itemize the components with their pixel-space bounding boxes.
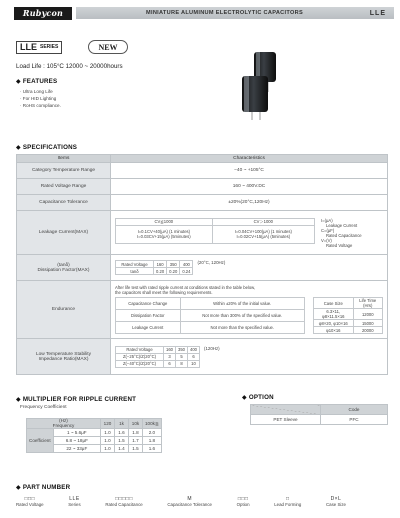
feature-item: · Ultra Long Life <box>20 89 53 94</box>
voltage-label: Rated Voltage Range <box>17 179 111 195</box>
part-number-heading: ◆ PART NUMBER <box>16 484 71 491</box>
leakage-col2: CV＞1000 <box>212 218 314 225</box>
temp-label: Category Temperature Range <box>17 163 111 179</box>
document-title: MINIATURE ALUMINUM ELECTROLYTIC CAPACITORS <box>146 10 303 16</box>
series-box <box>16 41 62 54</box>
pn-segment: LLE Series <box>68 496 81 507</box>
dissipation-label: (tanδ) Dissipation Factor(MAX) <box>17 255 111 281</box>
feature-list <box>20 88 61 109</box>
leakage-cell <box>111 211 388 255</box>
diamond-bullet-icon: ◆ <box>16 397 21 403</box>
series-code: LLE <box>369 9 386 17</box>
pn-segment: □ Lead Forming <box>274 496 302 507</box>
tan-condition: (20°C, 120Hz) <box>197 260 226 265</box>
multiplier-subtitle: Frequency Coefficient <box>20 405 67 410</box>
specifications-heading: ◆ SPECIFICATIONS <box>16 144 78 151</box>
title-bar <box>76 7 394 19</box>
leakage-table <box>115 218 315 244</box>
diamond-bullet-icon: ◆ <box>16 485 21 491</box>
pn-segment: □□□□□ Rated Capacitance <box>105 496 143 507</box>
load-life: Load Life : 105°C 12000 ~ 20000hours <box>16 63 123 70</box>
pn-segment: □□□ Rated Voltage <box>16 496 44 507</box>
tolerance-label: Capacitance Tolerance <box>17 195 111 211</box>
lowtemp-condition: (120Hz) <box>204 345 220 351</box>
characteristics-header: Characteristics <box>111 155 388 163</box>
temp-value: −40 ~ +105°C <box>111 163 388 179</box>
series-name: LLE <box>20 42 37 52</box>
multiplier-table: (Hz) Frequency 120 1k 10k 100k≧ Coefficient 1 ~ 5.6μF 1.0 1.6 1.8 2.0 6.8 ~ 18μF 1.0 1.5 1.7 1.8 22 ~ 33μF 1.0 1.4 1.5 1.6 <box>26 418 162 453</box>
endurance-cell <box>111 281 388 339</box>
dissipation-cell <box>111 255 388 281</box>
diamond-bullet-icon: ◆ <box>16 79 21 85</box>
endurance-table: Capacitance Change Within ±20% of the initial value. Dissipation Factor Not more than 300% of the specified value. Leakage Current Not more than the specified value. <box>115 297 305 334</box>
leakage-col1: CV≦1000 <box>116 218 213 225</box>
part-number-row <box>16 496 346 507</box>
series-suffix: SERIES <box>40 44 59 50</box>
pn-segment: D×L Case Size <box>325 496 346 507</box>
lowtemp-label: Low Temperature Stability Impedance Ratio(MAX) <box>17 339 111 375</box>
feature-item: · For HID Lighting <box>20 96 57 101</box>
option-heading: ◆ OPTION <box>242 394 274 401</box>
coefficient-label: Coefficient <box>27 429 54 453</box>
voltage-value: 160 ~ 400V.DC <box>111 179 388 195</box>
feature-item: · RoHS compliance. <box>20 103 61 108</box>
tolerance-value: ±20%(20°C,120Hz) <box>111 195 388 211</box>
lowtemp-table: Rated Voltage 160 350 400 Z(−25°C)/Z(20°C) 3 5 6 Z(−40°C)/Z(20°C) 6 8 10 <box>115 346 200 368</box>
endurance-label: Endurance <box>17 281 111 339</box>
capacitor-photo <box>230 48 318 120</box>
diamond-bullet-icon: ◆ <box>16 145 21 151</box>
tan-table: Rated Voltage 160 350 400 tanδ 0.20 0.20 0.24 <box>115 260 193 275</box>
endurance-desc: After life test with rated ripple current at conditions stated in the table below, the capacitors shall meet the following requirements. <box>115 285 256 295</box>
lifetime-table: Case Size Life Time (Hrs) 6.3×11, φ8×11.5×16 12000 φ8×20, φ10×16 15000 φ10×16 20000 <box>313 297 383 334</box>
items-header: Items <box>17 155 111 163</box>
lowtemp-cell <box>111 339 388 375</box>
brand-logo: Rubycon <box>14 7 72 20</box>
datasheet-header <box>14 6 394 20</box>
series-row <box>16 40 128 54</box>
leakage-label: Leakage Current(MAX) <box>17 211 111 255</box>
leakage-cv-low: I=0.1CV+40(μA) (1 minutes) I=0.03CV+15(μA) (5minutes) <box>116 225 213 243</box>
new-badge: NEW <box>88 40 128 54</box>
option-table: Code PET Sleeve PFC <box>250 404 388 425</box>
multiplier-heading: ◆ MULTIPLIER FOR RIPPLE CURRENT <box>16 396 137 403</box>
diamond-bullet-icon: ◆ <box>242 395 247 401</box>
leakage-cv-high: I=0.04CV+100(μA) (1 minutes) I=0.02CV+15(μA) (5minutes) <box>212 225 314 243</box>
pn-segment: □□□ Option <box>236 496 250 507</box>
features-heading: ◆ FEATURES <box>16 78 58 85</box>
pn-segment: M Capacitance Tolerance <box>167 496 212 507</box>
specifications-table <box>16 154 388 375</box>
leakage-notes: I=(μA) Leakage Current C=(μF) Rated Capacitance V=(V) Rated Voltage <box>321 217 362 248</box>
